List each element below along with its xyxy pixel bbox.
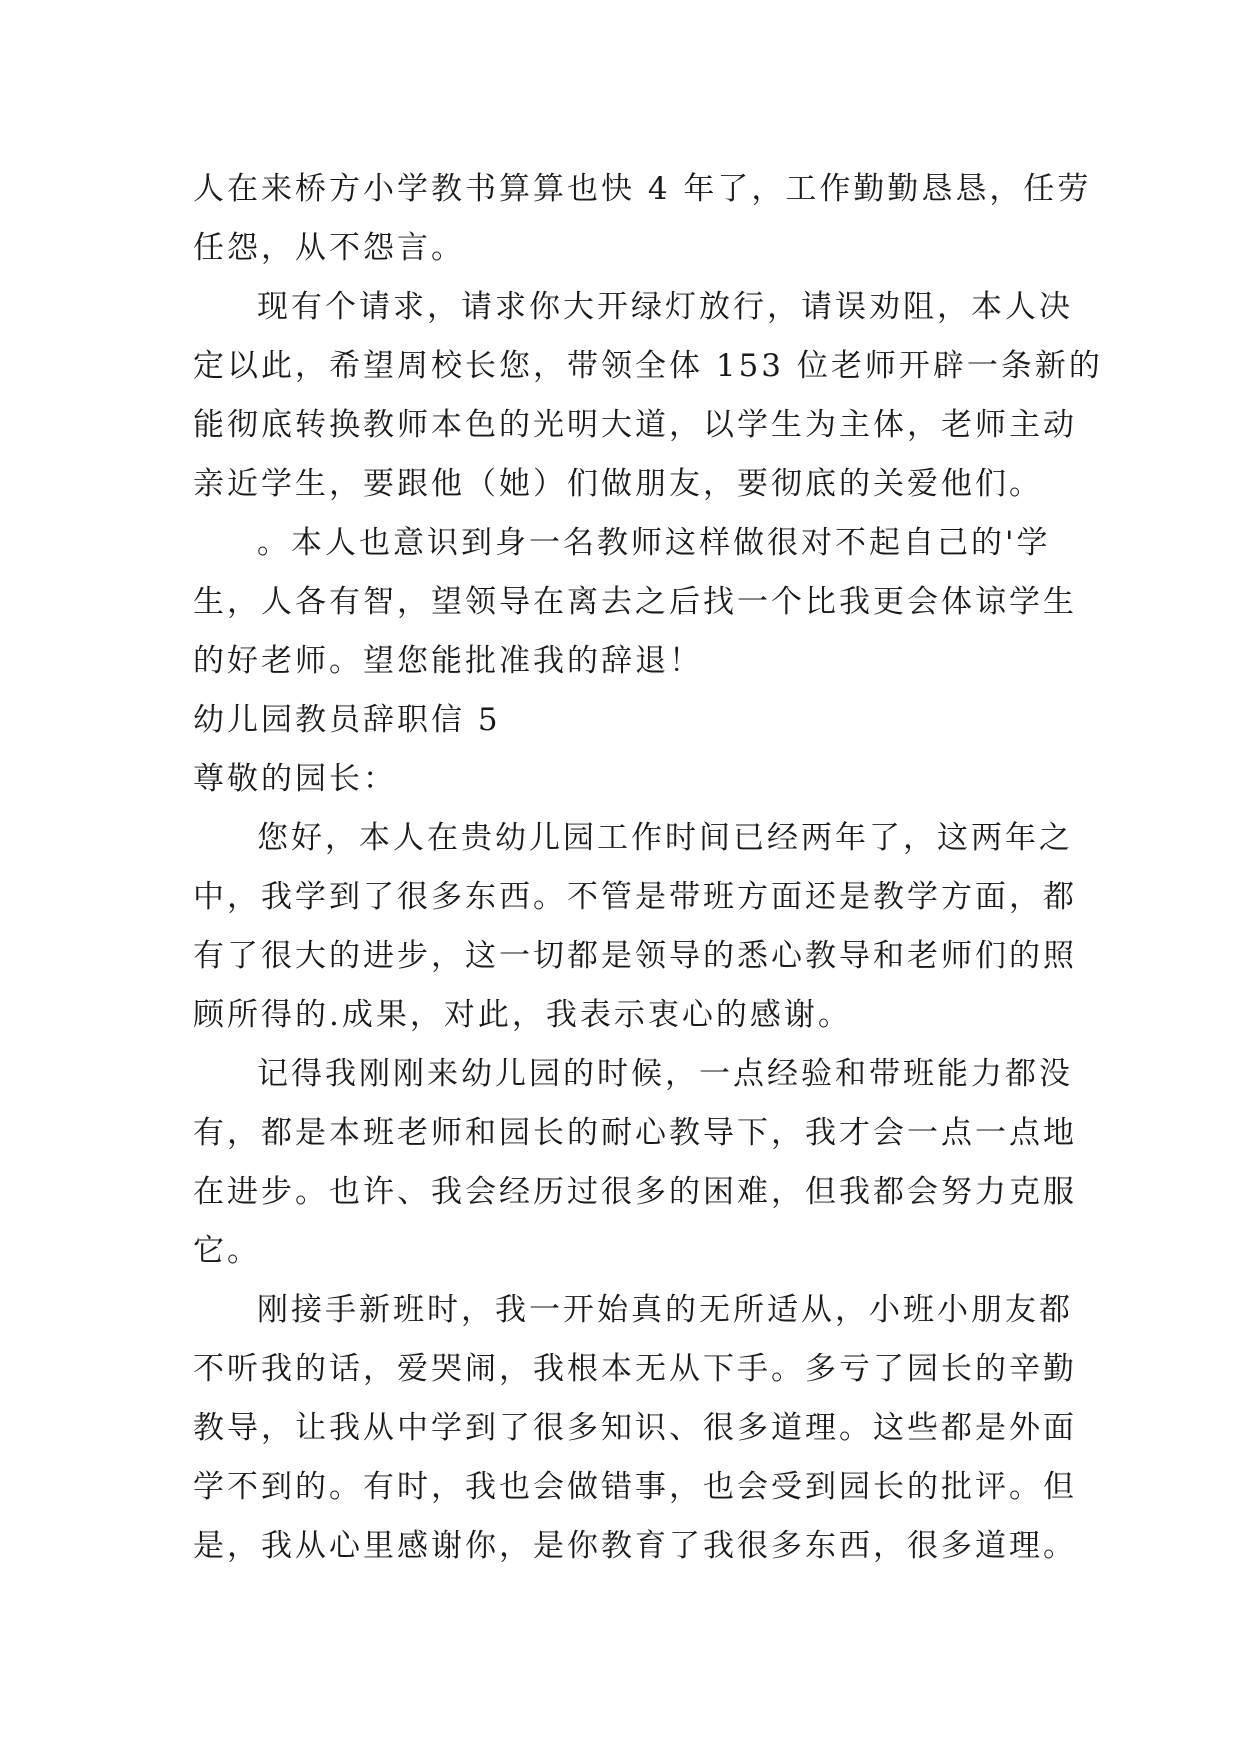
text-line: 生，人各有智，望领导在离去之后找一个比我更会体谅学生 bbox=[193, 584, 1077, 620]
text-line: 不听我的话，爱哭闹，我根本无从下手。多亏了园长的辛勤 bbox=[193, 1351, 1077, 1387]
text-line: 它。 bbox=[193, 1233, 261, 1269]
text-line: 任怨，从不怨言。 bbox=[193, 230, 465, 266]
text-line: 是，我从心里感谢你，是你教育了我很多东西，很多道理。 bbox=[193, 1528, 1077, 1564]
text-line: 教导，让我从中学到了很多知识、很多道理。这些都是外面 bbox=[193, 1410, 1077, 1446]
text-line: 。本人也意识到身一名教师这样做很对不起自己的'学 bbox=[257, 525, 1051, 561]
document-body bbox=[193, 160, 1103, 1576]
text-line: 的好老师。望您能批准我的辞退！ bbox=[193, 643, 703, 679]
text-line: 您好，本人在贵幼儿园工作时间已经两年了，这两年之 bbox=[257, 820, 1073, 856]
salutation: 尊敬的园长： bbox=[193, 761, 397, 797]
text-line: 在进步。也许、我会经历过很多的困难，但我都会努力克服 bbox=[193, 1174, 1077, 1210]
text-line: 有了很大的进步，这一切都是领导的悉心教导和老师们的照 bbox=[193, 938, 1077, 974]
text-line: 学不到的。有时，我也会做错事，也会受到园长的批评。但 bbox=[193, 1469, 1077, 1505]
text-line: 中，我学到了很多东西。不管是带班方面还是教学方面，都 bbox=[193, 879, 1077, 915]
text-line: 定以此，希望周校长您，带领全体 153 位老师开辟一条新的 bbox=[193, 348, 1103, 384]
text-line: 有，都是本班老师和园长的耐心教导下，我才会一点一点地 bbox=[193, 1115, 1077, 1151]
text-line: 人在来桥方小学教书算算也快 4 年了，工作勤勤恳恳，任劳 bbox=[193, 171, 1092, 207]
section-heading: 幼儿园教员辞职信 5 bbox=[193, 702, 501, 738]
text-line: 亲近学生，要跟他（她）们做朋友，要彻底的关爱他们。 bbox=[193, 466, 1043, 502]
text-line: 顾所得的.成果，对此，我表示衷心的感谢。 bbox=[193, 997, 852, 1033]
text-line: 记得我刚刚来幼儿园的时候，一点经验和带班能力都没 bbox=[257, 1056, 1073, 1092]
text-line: 能彻底转换教师本色的光明大道，以学生为主体，老师主动 bbox=[193, 407, 1077, 443]
text-line: 刚接手新班时，我一开始真的无所适从，小班小朋友都 bbox=[257, 1292, 1073, 1328]
text-line: 现有个请求，请求你大开绿灯放行，请误劝阻，本人决 bbox=[257, 289, 1073, 325]
